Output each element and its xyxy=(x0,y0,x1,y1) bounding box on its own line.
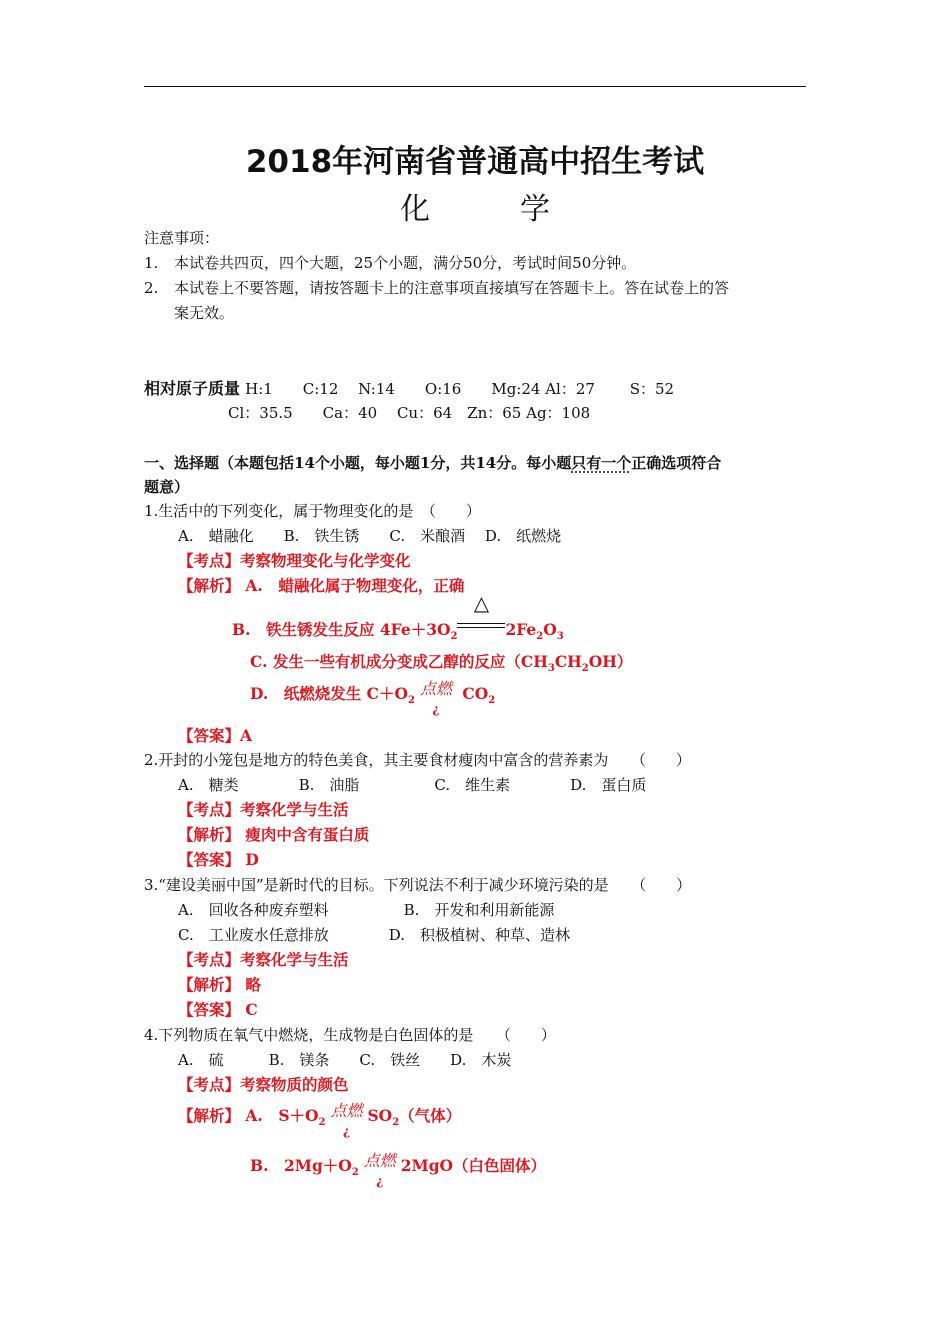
q3-stem: 3.“建设美丽中国”是新时代的目标。下列说法不利于减少环境污染的是 （ ） xyxy=(144,876,692,894)
q1-stem: 1.生活中的下列变化，属于物理变化的是 （ ） xyxy=(144,502,481,520)
q1-b-equals xyxy=(457,591,505,635)
top-rule xyxy=(144,86,806,87)
q4-point: 【考点】考察物质的颜色 xyxy=(178,1075,349,1094)
q1-answer: 【答案】A xyxy=(178,726,253,745)
exam-title: 2018年河南省普通高中招生考试 xyxy=(245,144,705,180)
q1-point: 【考点】考察物理变化与化学变化 xyxy=(178,551,411,570)
ignite-label: 点燃 xyxy=(363,1151,396,1170)
q4-stem: 4.下列物质在氧气中燃烧，生成物是白色固体的是 （ ） xyxy=(144,1026,556,1044)
q1-b-prefix: B. 铁生锈发生反应 4Fe＋3O xyxy=(232,620,451,639)
q2-options: A. 糖类 B. 油脂 C. 维生素 D. 蛋白质 xyxy=(178,776,647,794)
q2-point: 【考点】考察化学与生活 xyxy=(178,800,349,819)
ignite-label: 点燃 xyxy=(330,1101,363,1120)
q1-analysis-c: C. 发生一些有机成分变成乙醇的反应$(CH_3CH_2OH)$ xyxy=(250,652,633,675)
section-heading-line2: 题意） xyxy=(144,478,190,496)
section-heading-b: 只有一个 xyxy=(571,454,632,472)
q1-options: A. 蜡融化 B. 铁生锈 C. 米酿酒 D. 纸燃烧 xyxy=(178,527,562,545)
heat-triangle-icon: △ xyxy=(473,591,490,615)
q4-a-prefix: 【解析】 A. S＋O xyxy=(178,1106,319,1125)
ignite-under-mark: ¿ xyxy=(342,1124,350,1138)
section-heading xyxy=(144,452,721,473)
q4-b-product: 2MgO（白色固体） xyxy=(400,1156,547,1175)
section-heading-a: 一、选择题（本题包括14个小题，每小题1分，共14分。每小题 xyxy=(144,454,572,472)
section-heading-c: 正确选项符合 xyxy=(631,454,722,472)
q1-d-product: CO xyxy=(462,684,489,703)
notice-item-2-line2: 案无效。 xyxy=(174,304,235,322)
q1-analysis-d: D. 纸燃烧发生 $C+O_2$ 点燃 ¿ $CO_2$ xyxy=(250,682,495,706)
q4-b-condition xyxy=(359,1151,401,1188)
q1-d-condition xyxy=(415,679,457,716)
q2-analysis: 【解析】 瘦肉中含有蛋白质 xyxy=(178,825,370,844)
notice-item-1: 本试卷共四页，四个大题，25个小题，满分50分，考试时间50分钟。 xyxy=(174,254,637,272)
notice-item-2-num: 2. xyxy=(144,279,159,297)
q1-b-product: 2Fe xyxy=(505,620,537,639)
atomic-mass-row-1 xyxy=(144,376,674,401)
q1-c-text: C. 发生一些有机成分变成乙醇的反应（CH xyxy=(250,652,548,671)
q3-options-1: A. 回收各种废弃塑料 B. 开发和利用新能源 xyxy=(178,901,555,919)
q4-a-product: SO xyxy=(367,1106,393,1125)
q4-analysis-b: B. $2Mg+O_2$ 点燃 ¿ 2MgO（白色固体） xyxy=(250,1154,546,1178)
q4-a-condition xyxy=(325,1101,367,1138)
q3-point: 【考点】考察化学与生活 xyxy=(178,950,349,969)
q1-d-prefix: D. 纸燃烧发生 C＋O xyxy=(250,684,409,703)
atomic-mass-label: 相对原子质量 xyxy=(144,379,241,398)
notice-item-2-line1: 本试卷上不要答题，请按答题卡上的注意事项直接填写在答题卡上。答在试卷上的答 xyxy=(174,279,730,297)
q4-options: A. 硫 B. 镁条 C. 铁丝 D. 木炭 xyxy=(178,1051,512,1069)
q2-stem: 2.开封的小笼包是地方的特色美食，其主要食材瘦肉中富含的营养素为 （ ） xyxy=(144,751,691,769)
q1-analysis-a: 【解析】 A. 蜡融化属于物理变化，正确 xyxy=(178,576,465,595)
q4-b-prefix: B. 2Mg＋O xyxy=(250,1156,352,1175)
subject-title: 化 学 xyxy=(400,192,580,227)
ignite-label: 点燃 xyxy=(419,679,452,698)
notice-heading: 注意事项： xyxy=(144,229,220,247)
q1-analysis-b: B. 铁生锈发生反应 $4Fe+3O_2$ △ $2Fe_2O_3$ xyxy=(232,591,564,643)
q4-a-suffix: （气体） xyxy=(399,1106,462,1125)
notice-item-1-num: 1. xyxy=(144,254,159,272)
ignite-under-mark: ¿ xyxy=(432,702,440,716)
ignite-under-mark: ¿ xyxy=(376,1174,384,1188)
q3-options-2: C. 工业废水任意排放 D. 积极植树、种草、造林 xyxy=(178,926,570,944)
atomic-mass-line1: H:1 C:12 N:14 O:16 Mg:24 Al：27 S：52 xyxy=(245,380,675,398)
atomic-mass-line2: Cl：35.5 Ca：40 Cu：64 Zn：65 Ag：108 xyxy=(228,404,591,422)
q3-answer: 【答案】 C xyxy=(178,1000,258,1019)
q2-answer: 【答案】 D xyxy=(178,850,259,869)
q3-analysis: 【解析】 略 xyxy=(178,975,261,994)
q4-analysis-a: 【解析】 A. $S+O_2$ 点燃 ¿ $SO_2$（气体） xyxy=(178,1104,461,1128)
